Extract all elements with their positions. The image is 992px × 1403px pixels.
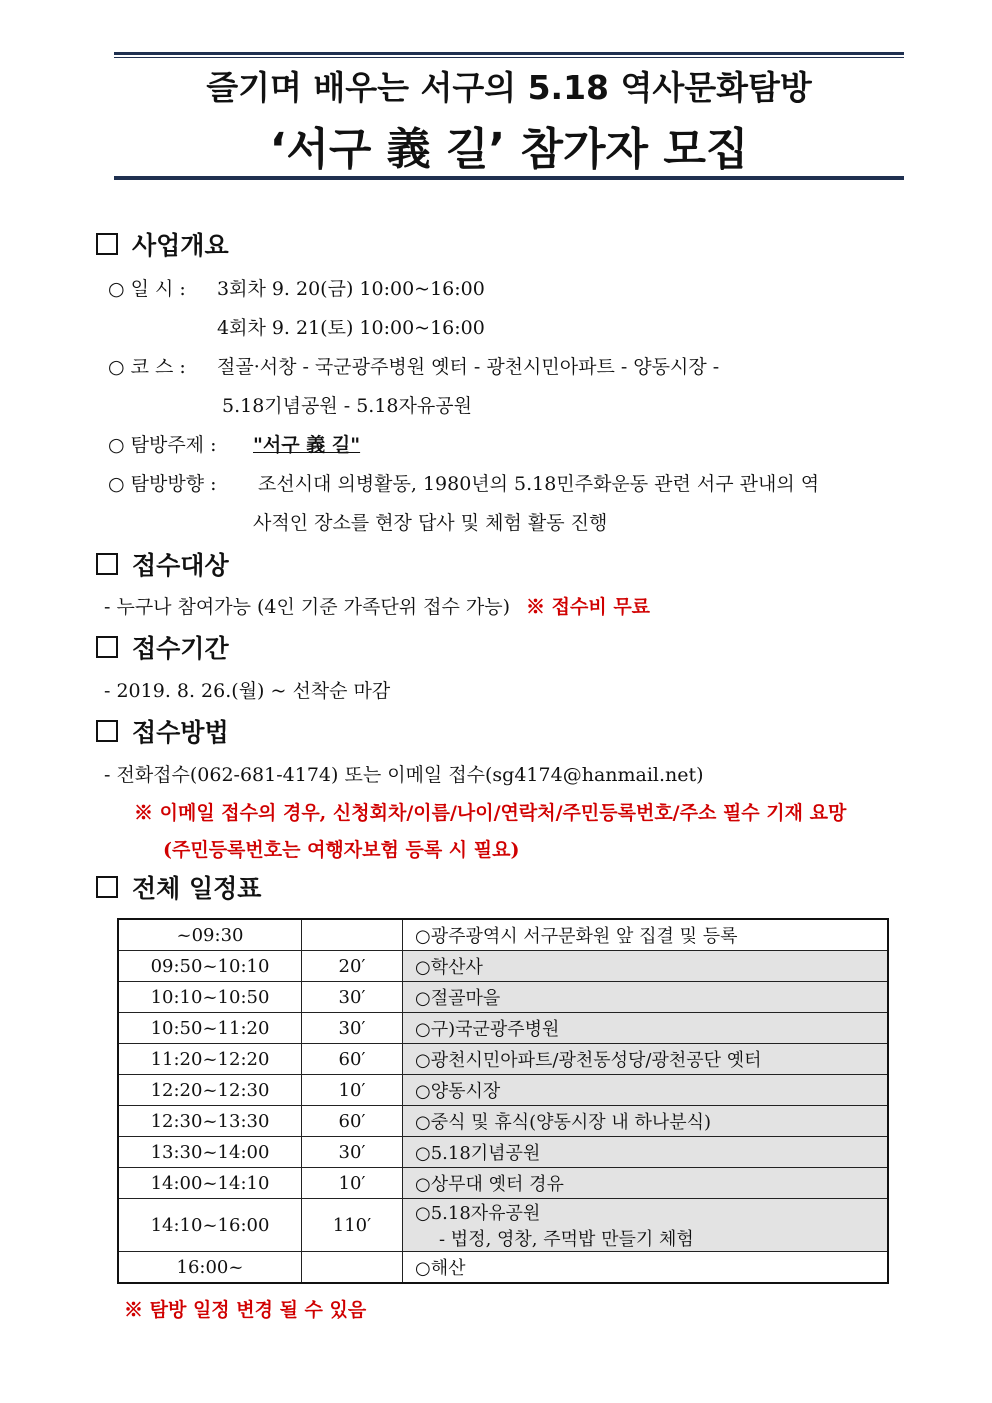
section-schedule-heading [96,869,261,905]
schedule-time: 14:10~16:00 [118,1199,302,1252]
theme-label: ○ 탐방주제 : [108,434,217,456]
schedule-activity: ○절골마을 [415,988,501,1009]
section-period-heading [96,629,229,665]
schedule-time: 16:00~ [118,1252,302,1284]
schedule-time: 13:30~14:00 [118,1137,302,1168]
schedule-description [403,1044,889,1075]
schedule-description [403,1075,889,1106]
schedule-footnote: ※ 탐방 일정 변경 될 수 있음 [124,1299,367,1321]
section-target-heading [96,546,229,582]
schedule-activity: ○광천시민아파트/광천동성당/광천공단 옛터 [415,1050,762,1071]
course-line1: 절골·서창 - 국군광주병원 옛터 - 광천시민아파트 - 양동시장 - [217,356,720,378]
course-line2: 5.18기념공원 - 5.18자유공원 [222,395,472,417]
schedule-activity: ○상무대 옛터 경유 [415,1174,564,1195]
direction-line2: 사적인 장소를 현장 답사 및 체험 활동 진행 [253,512,608,534]
schedule-time: 09:50~10:10 [118,951,302,982]
schedule-activity: ○학산사 [415,957,483,978]
schedule-description [403,919,889,951]
schedule-row [118,1168,888,1199]
checkbox-square-icon [96,720,118,742]
schedule-duration: 110′ [302,1199,403,1252]
section-overview-title: 사업개요 [132,231,229,260]
schedule-time: 12:20~12:30 [118,1075,302,1106]
date-line2: 4회차 9. 21(토) 10:00~16:00 [217,317,485,339]
schedule-activity: ○양동시장 [415,1081,501,1102]
schedule-description [403,1106,889,1137]
schedule-time: 10:10~10:50 [118,982,302,1013]
schedule-time: ~09:30 [118,919,302,951]
schedule-row [118,1075,888,1106]
schedule-description [403,1199,889,1252]
schedule-row [118,1137,888,1168]
schedule-row [118,982,888,1013]
section-overview-heading [96,226,229,262]
schedule-duration: 10′ [302,1168,403,1199]
schedule-duration: 60′ [302,1106,403,1137]
schedule-row [118,951,888,982]
checkbox-square-icon [96,553,118,575]
page-title-line1: 즐기며 배우는 서구의 5.18 역사문화탐방 [206,68,812,107]
schedule-activity: ○해산 [415,1258,466,1279]
theme-value: "서구 義 길" [253,434,361,456]
date-line1: 3회차 9. 20(금) 10:00~16:00 [217,278,485,300]
schedule-row [118,1106,888,1137]
course-label: ○ 코 스 : [108,356,186,378]
checkbox-square-icon [96,636,118,658]
schedule-activity-detail: - 법정, 영창, 주먹밥 만들기 체험 [439,1229,694,1250]
schedule-duration: 10′ [302,1075,403,1106]
schedule-time: 12:30~13:30 [118,1106,302,1137]
title-bottom-rule [114,176,904,180]
direction-line1: 조선시대 의병활동, 1980년의 5.18민주화운동 관련 서구 관내의 역 [258,473,820,495]
title-top-rule [114,52,904,58]
schedule-activity: ○구)국군광주병원 [415,1019,560,1040]
schedule-row [118,919,888,951]
schedule-duration [302,919,403,951]
method-note-line1: ※ 이메일 접수의 경우, 신청회차/이름/나이/연락처/주민등록번호/주소 필수 기재 요망 [134,802,847,824]
schedule-description [403,1137,889,1168]
schedule-row [118,1252,888,1284]
checkbox-square-icon [96,233,118,255]
period-text: - 2019. 8. 26.(월) ~ 선착순 마감 [104,680,391,702]
date-label: ○ 일 시 : [108,278,186,300]
schedule-duration: 60′ [302,1044,403,1075]
schedule-duration: 30′ [302,1137,403,1168]
schedule-description [403,1168,889,1199]
schedule-table [117,918,889,1284]
schedule-row [118,1199,888,1252]
schedule-activity: ○광주광역시 서구문화원 앞 집결 및 등록 [415,926,738,947]
schedule-activity: ○5.18자유공원 [415,1203,541,1224]
schedule-description [403,1013,889,1044]
schedule-duration: 30′ [302,1013,403,1044]
schedule-description [403,982,889,1013]
schedule-description [403,1252,889,1284]
section-period-title: 접수기간 [132,634,229,663]
method-note-line2: (주민등록번호는 여행자보험 등록 시 필요) [163,839,520,861]
section-schedule-title: 전체 일정표 [132,874,262,903]
page-title-line2: ‘서구 義 길’ 참가자 모집 [269,124,749,175]
method-text: - 전화접수(062-681-4174) 또는 이메일 접수(sg4174@hanmail.net) [104,764,704,786]
schedule-activity: ○중식 및 휴식(양동시장 내 하나분식) [415,1112,712,1133]
direction-label: ○ 탐방방향 : [108,473,217,495]
schedule-duration: 20′ [302,951,403,982]
target-fee-note: ※ 접수비 무료 [526,596,651,618]
checkbox-square-icon [96,876,118,898]
schedule-time: 10:50~11:20 [118,1013,302,1044]
schedule-duration: 30′ [302,982,403,1013]
target-text [104,592,650,619]
schedule-time: 11:20~12:20 [118,1044,302,1075]
schedule-duration [302,1252,403,1284]
section-method-title: 접수방법 [132,718,229,747]
target-description: - 누구나 참여가능 (4인 기준 가족단위 접수 가능) [104,596,510,618]
section-target-title: 접수대상 [132,551,229,580]
schedule-activity: ○5.18기념공원 [415,1143,541,1164]
schedule-row [118,1044,888,1075]
schedule-row [118,1013,888,1044]
section-method-heading [96,713,229,749]
schedule-description [403,951,889,982]
schedule-time: 14:00~14:10 [118,1168,302,1199]
